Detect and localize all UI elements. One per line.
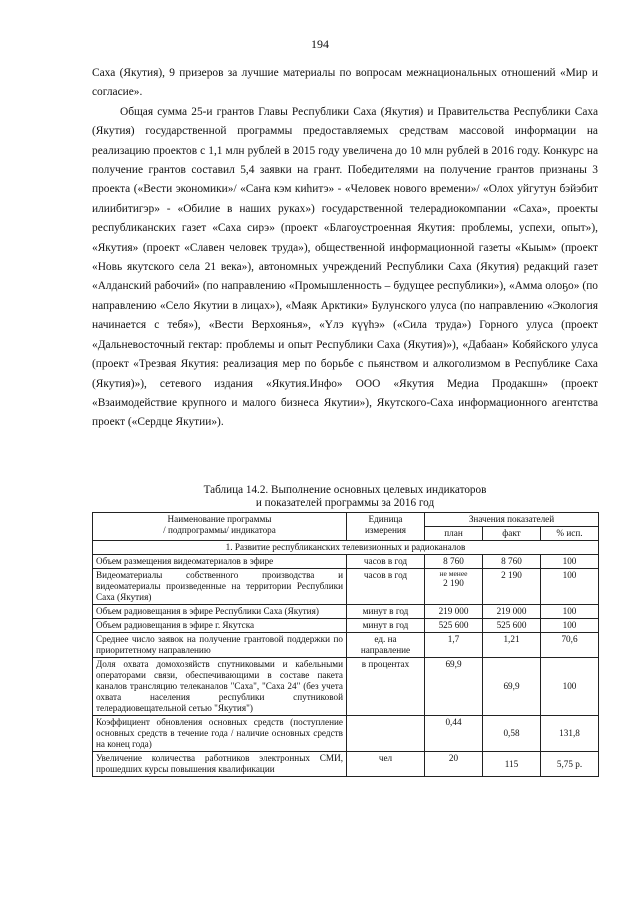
row-fact: 115: [483, 752, 541, 777]
table-row: [93, 555, 599, 569]
row-name: Объем радиовещания в эфире Республики Саха (Якутия): [93, 605, 347, 619]
row-pct: 100: [541, 619, 599, 633]
paragraph-1: Саха (Якутия), 9 призеров за лучшие материалы по вопросам межнациональных отношений «Мир и согласие».: [92, 67, 598, 99]
header-name-line-1: Наименование программы: [167, 514, 272, 524]
row-name: Видеоматериалы собственного производства и видеоматериалы произведенные на территории Республики Саха (Якутия): [93, 569, 347, 605]
row-name: Доля охвата домохозяйств спутниковыми и кабельными операторами связи, обеспечивающими в составе пакета каналов трансляцию телеканалов "Саха", "Саха 24" (без учета охвата населения республики спутниковой телерадиовещательной сетью "Якутия"): [93, 658, 347, 716]
row-pct: 5,75 р.: [541, 752, 599, 777]
row-unit: часов в год: [347, 569, 425, 605]
section-title: 1. Развитие республиканских телевизионных и радиоканалов: [93, 541, 599, 555]
row-plan-value: 2 190: [443, 578, 464, 588]
table-caption-line-1: Таблица 14.2. Выполнение основных целевых индикаторов: [203, 484, 487, 496]
body-text: [92, 64, 598, 433]
row-fact: 219 000: [483, 605, 541, 619]
row-plan-note: не менее: [439, 569, 468, 578]
row-plan: 0,44: [425, 716, 483, 752]
indicators-table: [92, 512, 599, 777]
table-row: [93, 658, 599, 716]
row-unit: ед. на направление: [347, 633, 425, 658]
row-name: Среднее число заявок на получение грантовой поддержки по приоритетному направлению: [93, 633, 347, 658]
header-fact: факт: [483, 527, 541, 541]
row-name: Объем размещения видеоматериалов в эфире: [93, 555, 347, 569]
row-name: Увеличение количества работников электронных СМИ, прошедших курсы повышения квалификации: [93, 752, 347, 777]
row-pct: 100: [541, 555, 599, 569]
table-row: [93, 619, 599, 633]
page-number: 194: [311, 37, 329, 51]
header-values: Значения показателей: [425, 513, 599, 527]
row-pct: 70,6: [541, 633, 599, 658]
header-unit-line-1: Единица: [368, 514, 403, 524]
row-pct: 131,8: [541, 716, 599, 752]
row-fact: 8 760: [483, 555, 541, 569]
row-name: Объем радиовещания в эфире г. Якутска: [93, 619, 347, 633]
row-unit: часов в год: [347, 555, 425, 569]
row-unit: минут в год: [347, 605, 425, 619]
row-plan: 525 600: [425, 619, 483, 633]
table-caption-line-2: и показателей программы за 2016 год: [255, 497, 435, 509]
row-name: Коэффициент обновления основных средств (поступление основных средств в течение года / наличие основных средств на конец года): [93, 716, 347, 752]
header-unit: [347, 513, 425, 541]
header-plan: план: [425, 527, 483, 541]
row-fact: 2 190: [483, 569, 541, 605]
table-row: [93, 752, 599, 777]
row-fact: 1,21: [483, 633, 541, 658]
header-unit-line-2: измерения: [364, 525, 407, 535]
paragraph-2: Общая сумма 25-и грантов Главы Республики Саха (Якутия) и Правительства Республики Саха (Якутия) государственной программы предоставляемых средствам массовой информации на реализацию проектов с 1,1 млн рублей в 2015 году увеличена до 10 млн рублей в 2016 году. Конкурс на получение грантов составил 5,4 заявки на грант. Победителями на получение грантов признаны 3 проекта («Вести экономики»/ «Саҥа кэм киһитэ» - «Человек нового времени»/ «Олох уйгутун бэйэбит илиибитигэр» - «Обилие в наших руках») государственной телерадиокомпании «Саха», проекты республиканских газет «Саха сирэ» (проект «Благоустроенная Якутия: проблемы, успехи, опыт»), «Якутия» (проект «Славен человек труда»), общественной информационной газеты «Кыым» (проект «Новь якутского села 21 века»), автономных учреждений Республики Саха (Якутия) редакций газет «Алданский рабочий» (по направлению «Промышленность – будущее республики»), «Амма олоҕо» (по направлению «Село Якутии в лицах»), «Маяк Арктики» Булунского улуса (по направлению «Экология начинается с тебя»), «Вести Верхоянья», «Үлэ күүһэ» («Сила труда») Горного улуса (проект «Дальневосточный гектар: проблемы и опыт Республики Саха (Якутия)»), «Дабаан» Кобяйского улуса (проект «Трезвая Якутия: реализация мер по борьбе с пьянством и алкоголизмом в Республике Саха (Якутия)»), сетевого издания «Якутия.Инфо» ООО «Якутия Медиа Продакшн» (проект «Взаимодействие крупного и малого бизнеса Якутии»), Якутского-Саха информационного агентства проект («Сердце Якутии»).: [92, 105, 598, 429]
row-fact: 525 600: [483, 619, 541, 633]
row-unit: чел: [347, 752, 425, 777]
row-plan: [425, 569, 483, 605]
table-row: [93, 569, 599, 605]
row-plan: 1,7: [425, 633, 483, 658]
header-name: [93, 513, 347, 541]
row-unit: в процентах: [347, 658, 425, 716]
row-plan: 219 000: [425, 605, 483, 619]
table-header-row: [93, 513, 599, 527]
header-name-line-2: / подпрограммы/ индикатора: [163, 525, 276, 535]
row-pct: 100: [541, 569, 599, 605]
row-unit: [347, 716, 425, 752]
row-plan: 69,9: [425, 658, 483, 716]
row-pct: 100: [541, 605, 599, 619]
table-row: [93, 716, 599, 752]
row-unit: минут в год: [347, 619, 425, 633]
table-row: [93, 605, 599, 619]
row-pct: 100: [541, 658, 599, 716]
row-plan: 8 760: [425, 555, 483, 569]
table-caption: [92, 484, 598, 510]
row-plan: 20: [425, 752, 483, 777]
header-pct: % исп.: [541, 527, 599, 541]
row-fact: 69,9: [483, 658, 541, 716]
table-row: [93, 633, 599, 658]
section-row: [93, 541, 599, 555]
row-fact: 0,58: [483, 716, 541, 752]
